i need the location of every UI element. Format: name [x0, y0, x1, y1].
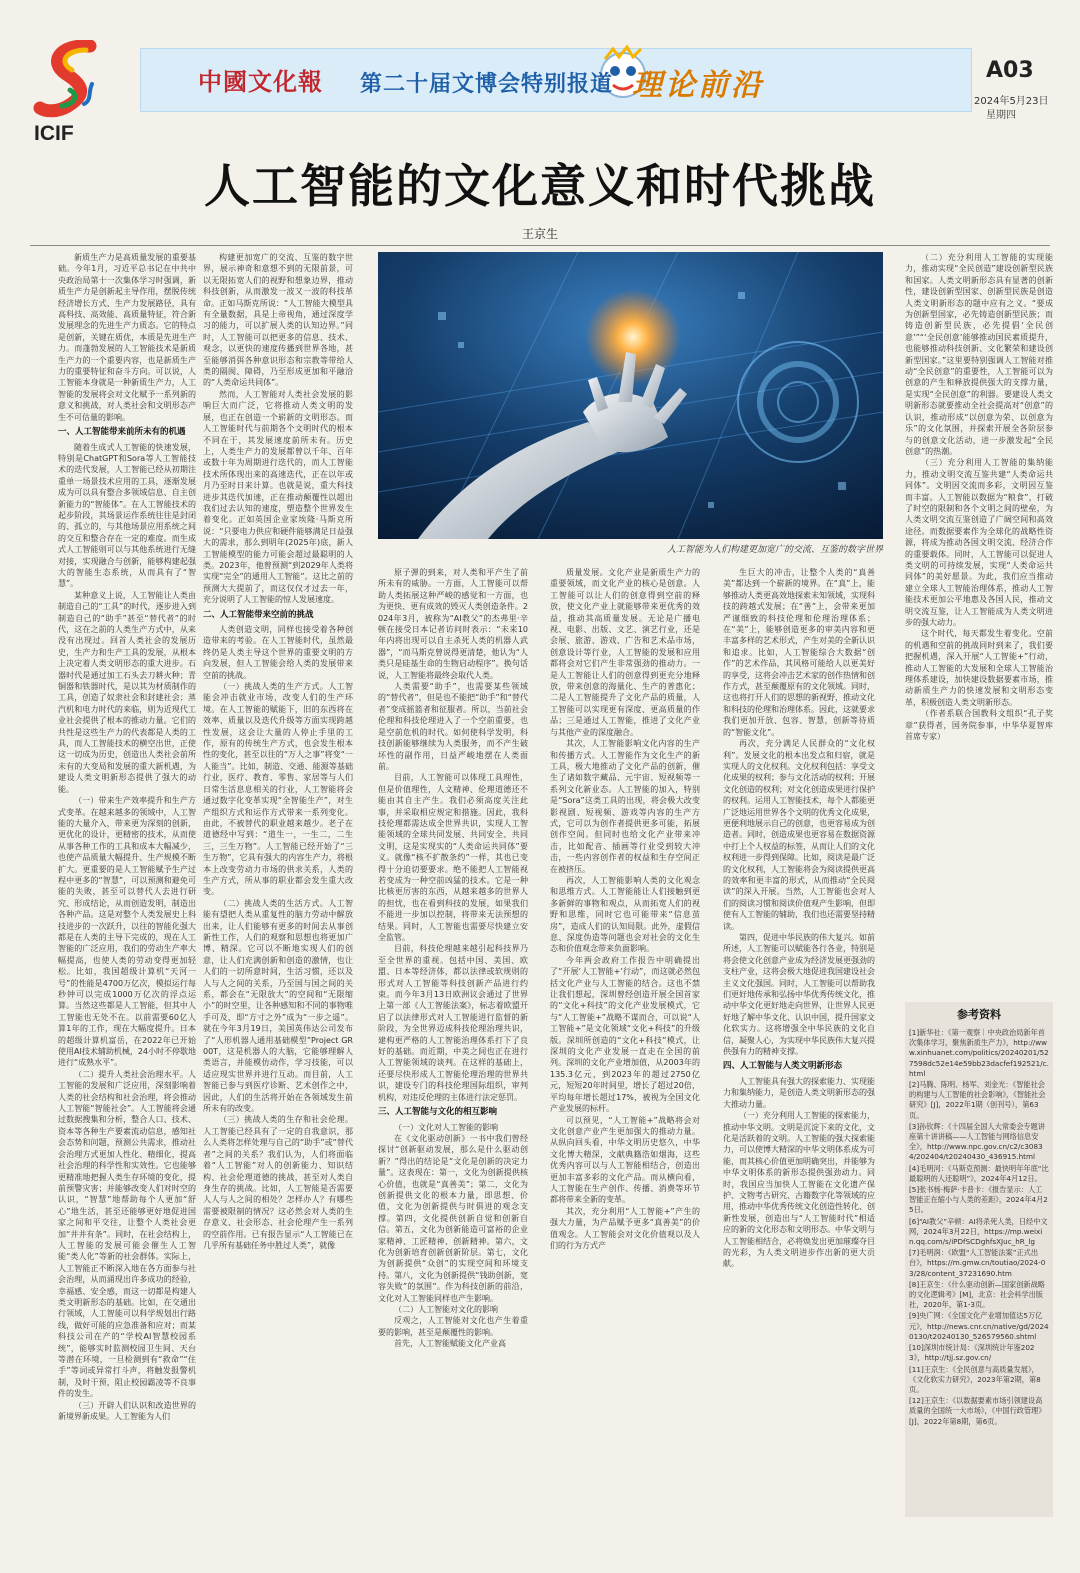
weekday: 星期四 [986, 110, 1016, 121]
paragraph: （作者系联合国教科文组织“孔子奖章”获得者，国务院参事，中华华夏智库首席专家） [905, 709, 1053, 742]
paragraph: 构建更加宽广的交流、互鉴的数字世界，展示神奇和意想不到的无限前景，可以无限拓宽人们的视野和想象边界，推动科技创新，从而激发一波又一波的科技革命。正如马斯克所说：“人工智能大模型具有全量数据，具是上帝视角，通过深度学习的能力，可以扩展人类的认知边界。”同时，人工智能可以把更多的信息、技术、观念，以更快的速度传播到世界各地，甚至能够消弭各种意识形态和宗教等带给人类的隔阂、障碍，乃至形成更加和平融洽的“人类命运共同体”。 [203, 253, 353, 388]
paragraph: 反观之，人工智能对文化也产生着重要的影响，甚至是颠覆性的影响。 [378, 1316, 528, 1337]
paragraph: 这个时代，每天都发生着变化。空前的机遇和空前的挑战同时到来了，我们要把握机遇，深入开展“人工智能+”行动，推动人工智能的大发展和全球人工智能治理体系建设，加快建设数据要素市场，推动新质生产力的快速发展和文明形态变革，积极创造人类文明新形态。 [905, 629, 1053, 707]
page-number: A03 [986, 58, 1034, 83]
paragraph: （一）挑战人类的生产方式。人工智能会冲击就业市场，改变人们的生产环境。在人工智能的赋能下，旧的东西将在效率、质量以及迭代升级等方面实现跨越性发展，这会让大量的人停止手里的工作，原有的传统生产方式，也会发生根本性的变化，甚至以往的“万人之事”将变“一人能当”。比如，制造、交通、能源等基础行业，医疗、教育、零售、家居等与人们日常生活息息相关的行业，人工智能将会通过数字化变革实现“全智能生产”，对生产组织方式和运作方式带来一系列变化。由此，不被替代的职业越来越少。老子在道德经中写到：“道生一，一生二，二生三，三生万物”。人工智能已经开始了“三生万物”，它具有强大的内容生产力，将根本上改变劳动力市场的供求关系，人类的生产方式，所从事的职业都会发生重大改变。 [203, 682, 353, 897]
divider [30, 245, 1050, 246]
reference-item: [8]王京生：《什么驱动创新—国家创新战略的文化逻辑考》[M]，北京：社会科学出版社，2020年，第1-3页。 [909, 1279, 1045, 1310]
reference-item: [1]新华社：《第一观察｜中央政治局新年首次集体学习，聚焦新质生产力》，http://www.xinhuanet.com/politics/20240201/527598dc52e14e59bb23dacfef192521/c.html [909, 1028, 1049, 1078]
reference-item: [5]张书杨·梅萨·卡普卡：《报告显示：人工智能正在缩小与人类的差距》，2024年4月25日。 [909, 1185, 1048, 1215]
paragraph: 目前，科技伦理越来越引起科技界乃至全世界的重视。包括中国、美国、欧盟、日本等经济体，都以法律或软规则的形式对人工智能等科技创新产品进行约束。而今年3月13日欧洲议会通过了世界上第一部《人工智能法案》，标志着欧盟开启了以法律形式对人工智能进行监督的新阶段，为全世界迈成科技伦理治理共识，建构更严格的人工智能治理体系打下了良好的基础。而近期，中美之间也正在进行人工智能领域的谈判。在这样的基础上，还要尽快形成人工智能伦理治理的世界共识，建设专门的科技伦理国际组织，审判机构，对违反伦理的主体进行法定惩罚。 [378, 944, 528, 1102]
reference-item: [10]深圳市统计局：《深圳统计年鉴2023》，http://tjj.sz.gov.cn/ [909, 1343, 1035, 1363]
paragraph: （三）充分利用人工智能的集纳能力，推动文明交流互鉴共建“人类命运共同体”。文明因交流而多彩，文明因互鉴而丰富。人工智能以数据为“粮食”，打破了时空的限制和各个文明之间的壁垒，为人类文明交流互鉴创造了广阔空间和高效途径。而数据要素作为全球化的战略性资源，将成为推动各国文明交流、经济合作的重要载体。同时，人工智能可以促进人类文明的可持续发展，实现“人类命运共同体”的美好愿景。为此，我们应当推动建立全球人工智能治理体系，推动人工智能技术更加公平地惠及各国人民，推动文明交流互鉴，让人工智能成为人类文明进步的强大动力。 [905, 458, 1053, 627]
paragraph: （二）人工智能对文化的影响 [394, 1305, 498, 1314]
reference-item: [4]毛明河：《马斯克预测：最快明年年底“比最聪明的人还聪明”》，2024年4月12日。 [909, 1163, 1049, 1183]
paragraph: 随着生成式人工智能的快速发展，特别是ChatGPT和Sora等人工智能技术的迭代发展，人工智能已经从初期注重单一场景技术应用的工具，逐渐发展成为可以具有整合多领域信息、自主创新能力的“智能体”。在人工智能技术的起步阶段，其场景运作系统往往是封闭的、孤立的，与其他场景应用系统之间的交互和整合存在一定的难度。而生成式人工智能则可以与其他系统进行无缝对接，实现融合与创新，能够构建起强大的智能生态系统，从而具有了“智慧”。 [58, 442, 196, 589]
logo-text: ICIF [34, 122, 74, 145]
paragraph: 在《文化驱动创新》一书中我们曾经探讨“创新驱动发展，那么是什么驱动创新？”得出的结论是“文化是创新的决定力量”。这表现在：第一，文化为创新提供核心价值，也就是“真善美”；第二，文化为创新提供文化的根本力量，即思想、价值，文化为创新提供与时俱进的观念支撑。第四，文化提供创新自觉和创新自信。第五，文化为创新能造可富裕的企业家精神、工匠精神、创新精神。第六，文化为创新培育创新创新阶层。第七，文化为创新提供“众创”的实现空间和环境支持。第八，文化为创新提供“钱助创新，宽容失败”的氛围”。作为科技创新的前沿，文化对人工智能同样也产生影响。 [378, 1133, 528, 1303]
paragraph: （一）充分利用人工智能的探索能力，推动中华文明。文明是沉淀下来的文化，文化是活跃着的文明。人工智能的强大探索能力，可以使博大精深的中华文明体系成为可能，而其核心价值更加明确突出，并能够为中华文明体系的新形态提供强劲动力。同时，我国应当加快人工智能在文化遗产保护、文物考古研究、古籍数字化等领域的应用，推动中华优秀传统文化创造性转化、创新性发展，创造出与“人工智能时代”相适应的新的文化形态和文明形态。中华文明与人工智能相结合，必将焕发出更加璀璨夺目的光彩，为人类文明进步作出新的更大贡献。 [723, 1111, 875, 1269]
paragraph: 其次，充分利用“人工智能+”产生的强大力量，为产品赋予更多“真善美”的价值观念。人工智能会对文化价值观以及人们的行为方式产 [550, 1206, 700, 1250]
publication-date: 2024年5月23日 [974, 96, 1049, 107]
section-heading: 三、人工智能与文化的相互影响 [378, 1107, 498, 1118]
paragraph: （三）开辟人们认识和改造世界的新境界新成果。人工智能为人们 [58, 1400, 196, 1422]
paragraph: 其次，人工智能影响文化内容的生产和传播方式。人工智能作为文化生产的新工具，极大地推动了文化产品的创新，催生了诸如数字藏品、元宇宙、短视频等一系列文化新业态。人工智能的加入，特别是“Sora”这类工具的出现，将会极大改变影视剧、短视频、游戏等内容的生产方式，它可以为创作者提供更多可能，拓展创作空间。但同时也给文化产业带来冲击，比如配音、插画等行业受到较大冲击，一些内容创作者的权益和生存空间正在被挤压。 [550, 739, 700, 874]
article-author: 王京生 [521, 227, 558, 241]
paragraph: （一）文化对人工智能的影响 [394, 1122, 498, 1132]
text-column-3 [378, 567, 528, 1520]
paragraph: 可以预见，“人工智能+”战略将会对文化创意产业产生更加强大的推动力量。从纵向回头看，中华文明历史悠久，中华文化博大精深，文献典籍浩如烟海，这些优秀内容可以与人工智能相结合，创造出更加丰富多彩的文化产品。而从横向看，人工智能在生产创作、传播、消费等环节都将带来全新的变革。 [550, 1115, 700, 1205]
text-column-5 [723, 567, 875, 1520]
paragraph: 再次，人工智能影响人类的文化观念和思维方式。人工智能能让人们接触到更多新鲜的事物和观点，从而拓宽人们的视野和思维，同时它也可能带来“信息茧房”，造成人们的认知局限。此外，虚假信息、深度伪造等问题也会对社会的文化生态和价值观念带来负面影响。 [550, 875, 700, 954]
expo-special-report-title: 第二十届文博会特别报道 [360, 72, 614, 97]
paragraph: （一）带来生产效率提升和生产方式变革。在越来越多的领域中，人工智能的大量介入，带来更为深刻的创新，更优化的设计，更精密的技术，从而使从事各种工作的工具和成本大幅减少，也使产品质量大幅提升、生产规模不断扩大。更重要的是人工智能赋予生产过程中更多的“智慧”，可以预测和避免可能的失败，甚至可以替代人去进行研究、形成结论，从而创造发明，制造出各种产品。这是对整个人类发展史上科技进步的一次跃升，以往的智能化强大都是在人类的主导下完成的，现在人工智能的广泛应用，我们的劳动生产率大幅提高，也使人类的劳动变得更加轻松。比如，我国超级计算机“天河一号”的性能是4700万亿次，模拟运行每秒钟可以完成1000万亿次的浮点运算。当然这些都是人工智能，但其中人工智能也无处不在。以前需要60亿人算1年的工作，现在大幅度提升。日本的超级计算机富岳，在2022年已开始使用AI技术辅助机械，24小时不停歇地进行“成熟水平”。 [58, 796, 196, 1068]
paragraph: 质量发展。文化产业是新质生产力的重要领域，而文化产业的核心是创意。人工智能可以让人们的创意得到空前的释放，使文化产业上就能够带来更优秀的效益，推动其高质量发展。无论是广播电视、电影、出版、文艺、演艺行业，还是会展、旅游、游戏、广告和艺术品市场，创意设计等行业，人工智能的发展和应用都将会对它们产生非常强劲的推动力。一是人工智能让人们的创意得到更充分地释放，带来创意的海量化、生产的普惠化；二是人工智能提升了文化产品的质量，人工智能可以实现更有深度、更高质量的作品；三是通过人工智能，推进了文化产业与其他产业的深度融合。 [550, 568, 700, 737]
paragraph: 今年两会政府工作报告中明确提出了“开展‘人工智能+’行动”，而这就必然包括文化产业与人工智能的结合。这也不禁让我们想起，深圳曾经创造开展全国首家的“文化+科技”的文化产业发展模式，它与“人工智能+”战略不谋而合，可以说“人工智能+”是文化领域“文化+科技”的升级版。深圳所创造的“文化+科技”模式，让深圳的文化产业发展一直走在全国的前列。深圳的文化产业增加值，从2003年的135.3亿元，到2023年的超过2750亿元，短短20年时间里，增长了超过20倍，平均每年增长超过17%，被视为全国文化产业发展的标杆。 [550, 955, 700, 1114]
paragraph: 新质生产力是高质量发展的重要基础。今年1月，习近平总书记在中共中央政治局第十一次集体学习时强调，新质生产力是创新起主导作用，摆脱传统经济增长方式、生产力发展路径，具有高科技、高效能、高质量特征，符合新发展理念的先进生产力质态。它的特点是创新，关键在质优，本质是先进生产力。而蓬勃发展的人工智能技术是新质生产力的一个重要内容，也是新质生产力的重要特征和奋斗方向。可以说，人工智能本身就是一种新质生产力，人工智能的发展将会对文化赋予一系列新的意义和挑战，对人类社会和文明形态产生不可估量的影响。 [58, 253, 196, 422]
paragraph: （三）挑战人类的生存和社会伦理。人工智能已经具有了一定的自我意识，那么人类将怎样处理与自己的“助手”或“替代者”之间的关系？我们认为，人们将面临着“人工智能”对人的创新能力、知识结构、社会伦理道德的挑战，甚至对人类自身生存的挑战。比如，人工智能是否需要人人与人之间的相处？怎样办人？有哪些需要被限制的情况？这必然会对人类的生存意义、社会形态、社会伦理产生一系列的空前作用。已有报告显示“人工智能已在几乎所有基础任务中胜过人类”，就像 [203, 1115, 353, 1250]
article-photo [378, 252, 883, 539]
paragraph: （二）提升人类社会治理水平。人工智能的发展和广泛应用，深刻影响着人类的社会结构和社会治理，将会推动人工智能“智能社会”。人工智能将会通过数据搜集和分析，整合人口、技术、资本等各种生产要素流动信息，感知社会态势和问题，预测公共需求，推动社会治理方式更加人性化、精细化，提高社会治理的科学性和实效性。它也能够更精准地把握人类生存环境的变化，提前预警灾害；并能够改变人们对时空的认识，“智慧”地帮助每个人更加“舒心”地生活，甚至还能够更好地促进国家之间和平交往，让整个人类社会更加“井井有条”。同时，在社会结构上，人工智能的发展可能会催生人工智能“类人化”等新的社会群体。实际上，人工智能正不断深入地在各方面参与社会治理，从而涌现出许多成功的经验，幸福感、安全感，而这一切都是构建人类文明新形态的基础。比如，在交通出行领域，人工智能可以科学规划出行路线，做好可能的应急准备和应对；而某科技公司在产的“学校AI智慧校园系统”，能够实时监测校园卫生间、天台等潜在环境，一旦检测到有“救命”“住手”等词或异常打斗声，将触发报警机制，及时干预，阻止校园霸凌等不良事件的发生。 [58, 1069, 196, 1399]
text-column-4 [550, 567, 700, 1520]
paragraph: 目前，人工智能可以体现工具理性，但是价值理性，人文精神、伦理道德还不能由其自主产生。我们必须高度关注此事，并采取相应规定和措施。因此，我科技伦理都需达成全世界共识，实现人工智能领域的全球共同发展、共同安全、共同文明，这是实现实的“人类命运共同体”要义。就像“核不扩散条约”一样，其也已变得十分迫切要要求。绝不能把人工智能视若变成为一种空前凶猛的技术。它是一种比核更厉害的东西，从越来越多的世界人的担忧，也在看到科技的发展，如果我们不能进一步加以控制，将带来无法预想的结果。同时，人工智能也需要尽快建立安全监管。 [378, 773, 528, 942]
paragraph: 人类需要“助手”，也需要某些领域的“替代者”，但是也不能把“助手”和“替代者”变成摇篮者和征服者。所以，当前社会伦理和科技伦理进入了一个空前重要，也是空前危机的时代。如何使科学发明，科技创新能够继续为人类服务，而不产生破坏性的副作用，日益严峻地摆在人类面前。 [378, 682, 528, 771]
section-heading: 二、人工智能带来空前的挑战 [203, 609, 314, 620]
paragraph: 人工智能具有强大的探索能力、实现能力和集纳能力，是创造人类文明新形态的强大推动力量。 [723, 1076, 875, 1109]
article-title: 人工智能的文化意义和时代挑战 [204, 159, 876, 213]
reference-item: [6]“AI教父”辛顿：AI将杀死人类，日经中文网，2024年3月22日，https://mp.weixin.qq.com/s/iPDfSCDghfsXJuc_hR_lg [909, 1216, 1048, 1247]
icif-logo-icon [30, 40, 120, 122]
section-heading: 一、人工智能带来前所未有的机遇 [58, 427, 186, 438]
text-column-1 [58, 252, 196, 1520]
robot-hand-image [378, 252, 883, 539]
paragraph: 原子弹的到来，对人类和平产生了前所未有的威胁。一方面，人工智能可以帮助人类拓展这种严峻的感觉和一方面，也为更快、更有成效的毁灭人类创造条件。2024年3月，被称为“AI教父”的杰弗里·辛顿在接受日本记者访问时表示：“未来10年内将出现可以自主杀死人类的机器人武器”，“而马斯克曾说得更清楚，他认为“人类只是硅基生命的生物启动程序”。换句话说，人工智能将最终会取代人类。 [378, 568, 528, 680]
paragraph: 某种意义上说，人工智能让人类由制造自己的“工具”的时代，逐步进入到制造自己的“助手”甚至“替代者”的时代，这在之前的人类生产方式中，从来没有出现过。回首人类社会的发展历史，生产力和生产工具的发展，从根本上决定着人类文明形态的重大进步。石器时代是通过加工石头去刀耕火种；青铜器和铁器时代，是以其为材质制作的工具，创造了奴隶社会和封建社会；蒸汽机和电力时代的来临，则为近现代工业社会提供了根本的推动力量。它们的共性是这些生产力的代表都是人类的工具，而人工智能技术的横空出世，正使这一切成为历史，创造出人类社会前所未有的大变局和发展的重大新机遇，为建设人类文明新形态提供了强大的动能。 [58, 590, 196, 794]
text-column-2 [203, 252, 353, 1520]
references-list [909, 1028, 1049, 1514]
reference-item: [11]王京生：《全民创意与高质量发展》，《文化软实力研究》，2023年第2期，第8页。 [909, 1364, 1041, 1394]
paragraph: 再次，充分满足人民群众的“文化权利”。发展文化的根本出发点和归宿，就是实现人的文化权利。文化权利包括：享受文化成果的权利；参与文化活动的权利；开展文化创造的权利；对文化创造成果进行保护的权利。运用人工智能技术，每个人都能更广泛地运用世界各个文明的优秀文化成果，更便利地展示自己的创意，也更容易成为创造者。同时，创造成果也更容易在数据资源中打上个人权益的标签，从而让人们的文化权利进一步得到保障。比如，阅读是最广泛的文化权利，人工智能将会为阅读提供更高的效率和更丰富的形式，从而推动“全民阅读”的深入开展。当然，人工智能也会对人们的阅读习惯和阅读价值观产生影响，但即使有人工智能的辅助，我们也还需要坚持精读。 [723, 739, 875, 931]
paragraph: （二）充分利用人工智能的实现能力，推动实现“全民创造”建设创新型民族和国家。人类文明新形态具有显著的创新性，建设创新型国家、创新型民族是创造人类文明新形态的题中应有之义。“要成为创新型国家，必先铸造创新型民族；而铸造创新型民族，必先提倡‘全民创意’”“‘全民创意’能够推动国民素质提升，也能够推动科技创新、文化繁荣和建设创新型国家。”这里要特别强调人工智能对推动“全民创意”的重要性，人工智能可以为创意的产生和释放提供强大的支撑力量，是实现“全民创意”的利器。要建设人类文明新形态就要推动全社会提高对“创意”的认识，推动形成“以创意为荣、以创意为乐”的文化氛围，并探索开展全各阶层参与的创意文化活动，进一步激发起“全民创意”的热潮。 [905, 253, 1053, 456]
text-column-6 [905, 252, 1053, 992]
reference-item: [9]央广网：《全国文化产业增加值达5万亿元》，http://news.cnr.cn/native/gd/20240130/t20240130_526579560.shtml [909, 1311, 1049, 1341]
reference-item: [12]王京生：《以数据要素市场引领建设高质量的全国统一大市场》，《中国行政管理》[J]，2022年第8期，第6页。 [909, 1396, 1046, 1426]
references-title: 参考资料 [957, 1008, 1001, 1021]
reference-item: [7]毛明润：《欧盟“人工智能法案”正式出台》，https://m.gmw.cn/toutiao/2024-03/28/content_37231690.htm [909, 1248, 1046, 1278]
paragraph: （二）挑战人类的生活方式。人工智能有望把人类从重复性的脑力劳动中解放出来，让人们能够有更多的时间去从事创新性工作，人们的观察和思想也将更加广博、精深。它可以不断地实现人们的创意，让人们充满创新和创造的激情，也让人们的一切所意时间，生活习惯，还以及人与人之间的关系，乃至国与国之间的关系，都会在“无限放大”的空间和“无限缩小”的时空里，让各种感知和不同的事物唯手可及，即“方寸之外”成为“一步之遥”。就在今年3月19日，美国英伟达公司发布了“人形机器人通用基础模型”Project GR00T，这是机器人的大脑，它能够理解人类语言，并能模仿动作，学习技能，可以适应现实世界并进行互动。而目前，人工智能已参与到医疗诊断、艺术创作之中，因此，人们的生活将开始在各领域发生前所未有的改变。 [203, 898, 353, 1114]
masthead [0, 0, 1080, 145]
reference-item: [2]马腾、陈明、杨军、刘金光：《智能社会的构建与人工智能的社会影响》，《智能社会研究》[J]，2022年1期（创刊号），第63页。 [909, 1080, 1046, 1120]
paper-name: 中國文化報 [198, 67, 323, 96]
paragraph: 然而，人工智能对人类社会发展的影响巨大而广泛，它将推动人类文明的发展，也正在创造一个崭新的文明形态。而人工智能时代与前期各个文明时代的根本不同在于，其发展速度前所未有。历史上，人类生产力的发展都曾以千年、百年或数十年为周期进行迭代的，而人工智能技术所体现出来的高速迭代，正在以年或月乃至时日来计算。也就是说，重大科技进步其迭代加速，正在推动颠覆性以超出我们过去认知的速度，塑造整个世界发生着变化。正如英国企业家埃隆·马斯克所说：“只要电力供应和硬件能够满足日益强大的需求，那么到明年(2025年)底，新人工智能模型的能力可能会超过最聪明的人类。2023年，他曾预测“到2029年人类将实现“完全”的通用人工智能”。这比之前的预测大大提前了，而这仅仅才过去一年，充分说明了人工智能的惊人发展速度。 [203, 389, 353, 605]
photo-caption: 人工智能为人们构建更加宽广的交流、互鉴的数字世界 [666, 545, 883, 555]
section-name: 理论前沿 [632, 68, 764, 103]
paragraph: 人类创造文明，同样也接受着各种创造带来的考验。在人工智能时代，虽然最终仍是人类主导这个世界的重要文明的方向发展，但人工智能会给人类的发展带来空前的挑战。 [203, 625, 353, 680]
paragraph: 生巨大的冲击，让整个人类的“真善美”都达到一个崭新的境界。在“真”上，能够推动人类更高效地探索未知领域，实现科技的跨越式发展；在“善”上，会带来更加严谨细致的科技伦理和伦理治理体系；在“美”上，能够创造更多的审美内容和更丰富多样的艺术形式，产生对美的全新认识和追求。比如，人工智能综合大数据“创作”的艺术作品，其风格可能给人以更美好的享受，这将会冲击艺术家的创作热情和创作方式，甚至颠覆原有的文化领域。同时，这也将打开人们的思想的新视野，推动文化和科技的伦理和治理体系。因此，这就要求我们更加开放、包容、智慧，创新等待质的“智能文化”。 [723, 568, 875, 737]
section-heading: 四、人工智能与人类文明新形态 [723, 1061, 843, 1072]
paragraph: 首先，人工智能赋能文化产业高 [394, 1339, 506, 1349]
paragraph: 第四，促进中华民族的伟大复兴。如前所述，人工智能可以赋能各行各业，特别是将会使文化创意产业成为经济发展更强劲的支柱产业，这将会极大地促进我国建设社会主义文化强国。同时，人工智能可以帮助我们更好地传承和弘扬中华优秀传统文化，推动中华文化更好地走向世界，让世界人民更好地了解中华文化、认识中国，提升国家文化软实力。这将增强全中华民族的文化自信，凝聚人心，为实现中华民族伟大复兴提供强有力的精神支撑。 [723, 933, 875, 1057]
reference-item: [3]孙钦辉：《十四届全国人大常委会专题讲座第十讲讲稿——人工智能与网络信息安全》，http://www.npc.gov.cn/c2/c30834/202404/t20240430_436915.html [909, 1121, 1045, 1162]
